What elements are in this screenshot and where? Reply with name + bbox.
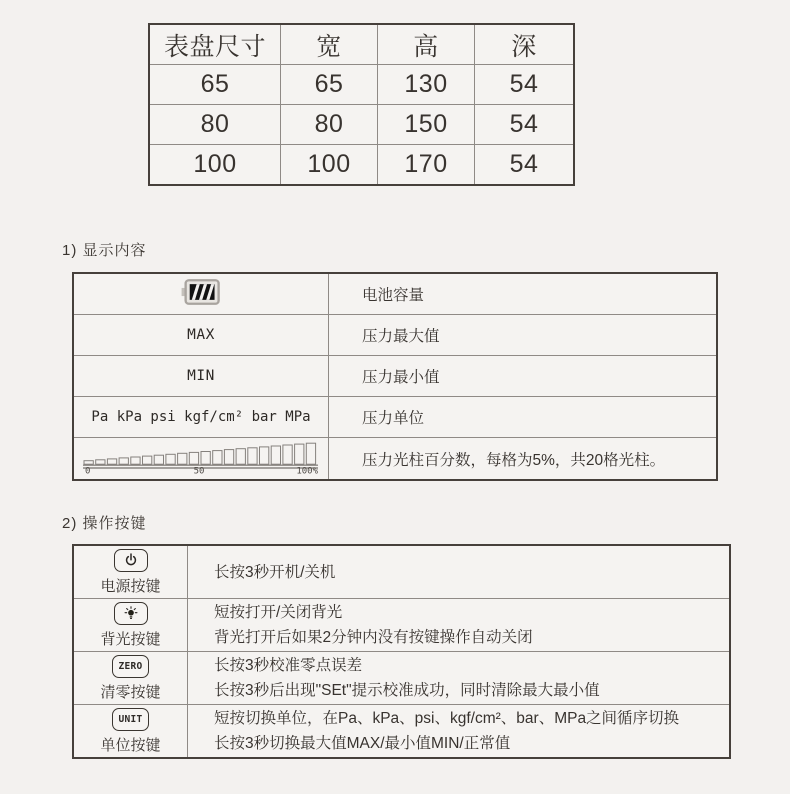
zero-key-label: 清零按键: [100, 683, 161, 701]
backlight-desc-line1: 短按打开/关闭背光: [214, 604, 343, 621]
operation-keys-table: [72, 544, 731, 759]
zero-desc-line1: 长按3秒校准零点误差: [214, 657, 363, 674]
unit-desc-line1: 短按切换单位，在Pa、kPa、psi、kgf/cm²、bar、MPa之间循序切换: [214, 710, 680, 727]
bargraph-desc: 压力光柱百分数，每格为5%，共20格光柱。: [329, 438, 718, 481]
display-row-bargraph: [73, 438, 717, 481]
op-row-zero: [73, 652, 730, 705]
unit-button: [112, 708, 148, 731]
size-table-row: [149, 145, 574, 186]
bargraph-symbol-cell: [73, 438, 329, 481]
display-row-battery: [73, 273, 717, 315]
zero-button-text: ZERO: [118, 660, 143, 672]
op-row-backlight: [73, 599, 730, 652]
size-cell: 65: [149, 65, 281, 105]
units-desc: 压力单位: [329, 397, 718, 438]
unit-desc-line2: 长按3秒切换最大值MAX/最小值MIN/正常值: [214, 735, 511, 752]
size-table-row: [149, 65, 574, 105]
power-button: [114, 549, 148, 572]
min-symbol: MIN: [187, 368, 215, 384]
size-table-row: [149, 105, 574, 145]
battery-icon: [181, 293, 221, 310]
bargraph-label-0: 0: [85, 466, 91, 474]
zero-button: [112, 655, 148, 678]
battery-desc: 电池容量: [329, 273, 718, 315]
size-header-dial: 表盘尺寸: [149, 24, 281, 65]
size-cell: 100: [149, 145, 281, 186]
size-cell: 54: [475, 65, 575, 105]
size-cell: 170: [378, 145, 475, 186]
power-key-label: 电源按键: [100, 577, 161, 595]
section-heading-operation-keys: 2) 操作按键: [62, 515, 147, 532]
op-row-unit: [73, 705, 730, 759]
bargraph-label-100: 100%: [296, 466, 318, 474]
zero-desc-line2: 长按3秒后出现"SEt"提示校准成功，同时清除最大最小值: [214, 682, 600, 699]
section-heading-display-content: 1) 显示内容: [62, 242, 147, 259]
backlight-desc-line2: 背光打开后如果2分钟内没有按键操作自动关闭: [214, 629, 533, 646]
display-row-min: [73, 356, 717, 397]
size-cell: 80: [281, 105, 378, 145]
size-table-header-row: [149, 24, 574, 65]
unit-key-label: 单位按键: [100, 736, 161, 754]
size-cell: 65: [281, 65, 378, 105]
backlight-key-label: 背光按键: [100, 630, 161, 648]
size-cell: 80: [149, 105, 281, 145]
pressure-units-symbol: Pa kPa psi kgf/cm² bar MPa: [91, 409, 311, 425]
display-row-max: [73, 315, 717, 356]
power-icon: [123, 553, 139, 568]
display-row-units: [73, 397, 717, 438]
bargraph-label-50: 50: [193, 466, 205, 474]
size-cell: 100: [281, 145, 378, 186]
max-symbol: MAX: [187, 327, 215, 343]
size-cell: 130: [378, 65, 475, 105]
battery-symbol-cell: [73, 273, 329, 315]
pressure-bargraph-bars: [84, 443, 316, 464]
display-content-table: [72, 272, 718, 481]
dial-size-table: [148, 23, 575, 186]
backlight-icon: [123, 606, 139, 621]
size-cell: 54: [475, 105, 575, 145]
size-cell: 150: [378, 105, 475, 145]
backlight-button: [114, 602, 148, 625]
min-desc: 压力最小值: [329, 356, 718, 397]
size-header-width: 宽: [281, 24, 378, 65]
op-row-power: [73, 545, 730, 599]
pressure-bargraph-icon: [82, 461, 320, 478]
max-desc: 压力最大值: [329, 315, 718, 356]
size-header-height: 高: [378, 24, 475, 65]
size-header-depth: 深: [475, 24, 575, 65]
unit-button-text: UNIT: [118, 713, 143, 725]
size-cell: 54: [475, 145, 575, 186]
power-desc-line1: 长按3秒开机/关机: [214, 563, 336, 581]
